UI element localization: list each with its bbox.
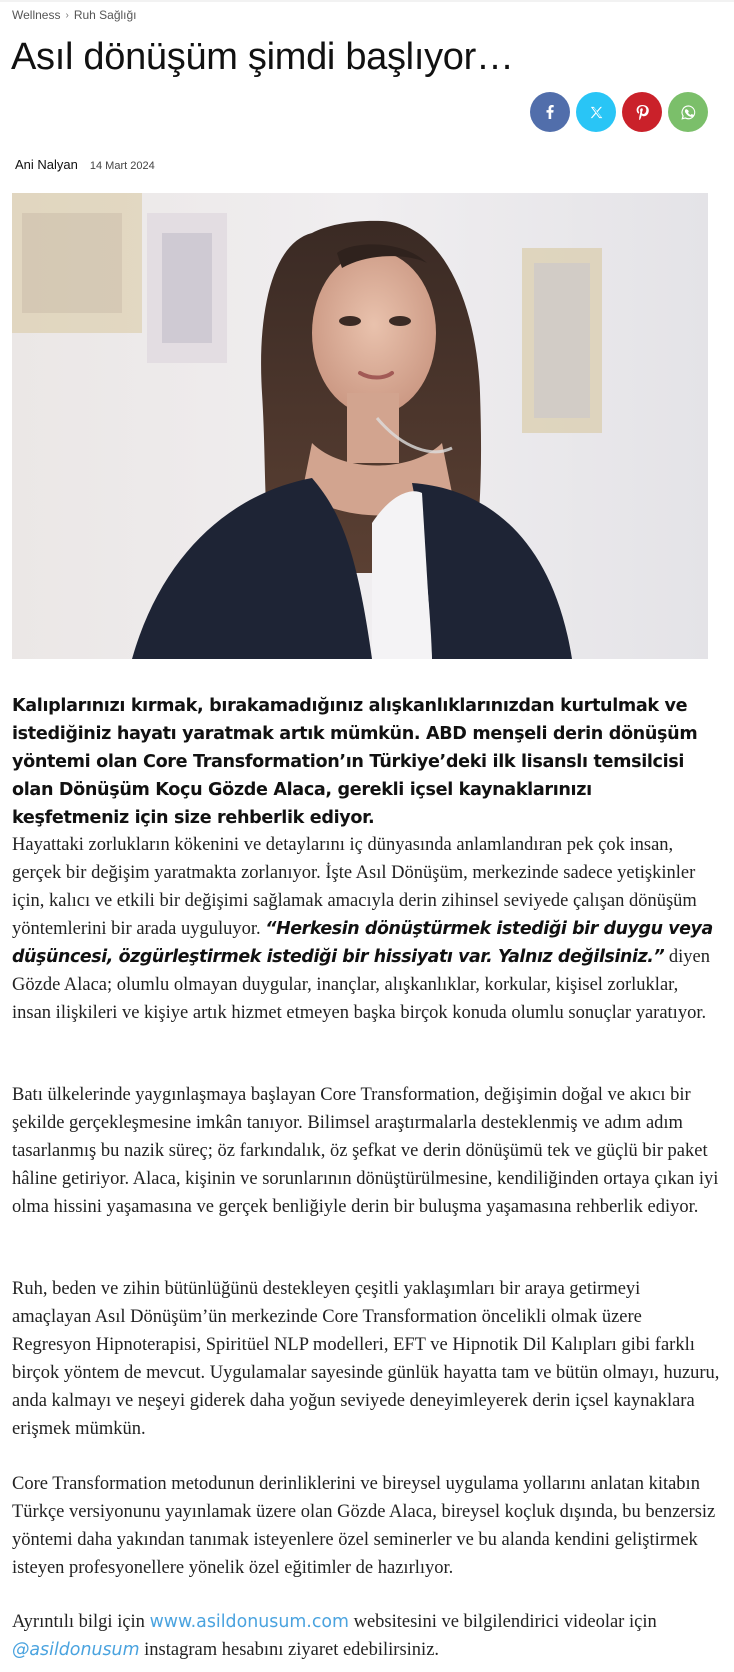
paragraph-5 <box>12 1608 720 1664</box>
article-meta <box>15 157 155 172</box>
article-lead: Kalıplarınızı kırmak, bırakamadığınız alışkanlıklarınızdan kurtulmak ve istediğiniz hayatı yaratmak artık mümkün. ABD menşeli derin dönüşüm yöntemi olan Core Transformation’ın Türkiye’deki ilk lisanslı temsilcisi olan Dönüşüm Koçu Gözde Alaca, gerekli içsel kaynaklarınızı keşfetmeniz için size rehberlik ediyor. <box>12 696 698 828</box>
breadcrumb-item-wellness[interactable]: Wellness <box>12 8 61 22</box>
hero-image <box>12 193 708 659</box>
instagram-link[interactable]: @asildonusum <box>12 1640 140 1660</box>
website-link[interactable]: www.asildonusum.com <box>149 1612 349 1632</box>
whatsapp-share-button[interactable] <box>668 92 708 132</box>
article-title: Asıl dönüşüm şimdi başlıyor… <box>11 36 514 78</box>
facebook-share-button[interactable] <box>530 92 570 132</box>
paragraph-3: Ruh, beden ve zihin bütünlüğünü destekleyen çeşitli yaklaşımları bir araya getirmeyi amaçlayan Asıl Dönüşüm’ün merkezinde Core Transformation öncelikli olmak üzere Regresyon Hipnoterapisi, Spiritüel NLP modelleri, EFT ve Hipnotik Dil Kalıpları gibi farklı birçok yöntem de mevcut. Uygulamalar sayesinde günlük hayatta tam ve bütün olmayı, huzuru, anda kalmayı ve neşeyi giderek daha yoğun seviyede deneyimleyerek derin içsel kaynaklara erişmek mümkün. <box>12 1279 720 1439</box>
top-divider <box>0 0 734 2</box>
paragraph-1 <box>12 831 720 1027</box>
pinterest-icon <box>635 104 649 120</box>
paragraph-5-end: instagram hesabını ziyaret edebilirsiniz. <box>144 1640 440 1660</box>
breadcrumb <box>12 8 137 22</box>
paragraph-5-start: Ayrıntılı bilgi için <box>12 1612 145 1632</box>
paragraph-1-end: diyen Gözde Alaca; olumlu olmayan duygular, inançlar, alışkanlıklar, korkular, kişisel zorluklar, insan ilişkileri ve kişiye artık hizmet etmeyen başka birçok konuda olumlu sonuçlar yaratıyor. <box>12 947 711 1023</box>
paragraph-5-mid: websitesini ve bilgilendirici videolar için <box>353 1612 657 1632</box>
paragraph-4: Core Transformation metodunun derinliklerini ve bireysel uygulama yollarını anlatan kitabın Türkçe versiyonunu yayınlamak üzere olan Gözde Alaca, bireysel koçluk dışında, bu benzersiz yöntemi daha yakından tanımak isteyenlere özel seminerler ve bu alanda kendini geliştirmek isteyen profesyonellere yönelik özel eğitimler de hazırlıyor. <box>12 1474 716 1578</box>
facebook-icon <box>542 104 558 120</box>
author-name[interactable]: Ani Nalyan <box>15 157 78 172</box>
portrait-photo <box>12 193 708 659</box>
breadcrumb-separator-icon: › <box>65 9 69 21</box>
breadcrumb-item-ruh-sagligi[interactable]: Ruh Sağlığı <box>73 8 137 22</box>
pinterest-share-button[interactable] <box>622 92 662 132</box>
x-twitter-icon <box>589 105 604 120</box>
paragraph-1-text: Hayattaki zorlukların kökenini ve detaylarını iç dünyasında anlamlandıran pek çok insan, gerçek bir değişim yaratmakta zorlanıyor. İşte Asıl Dönüşüm, merkezinde sadece yetişkinler için, kalıcı ve etkili bir değişimi sağlamak amacıyla derin zihinsel seviyede çalışan dönüşüm yöntemlerini bir arada uyguluyor. <box>12 835 697 939</box>
publish-date: 14 Mart 2024 <box>89 160 155 172</box>
x-share-button[interactable] <box>576 92 616 132</box>
quote-text: “Herkesin dönüştürmek istediği bir duygu veya düşüncesi, özgürleştirmek istediği bir hissiyatı var. Yalnız değilsiniz.” <box>12 919 713 967</box>
share-buttons <box>530 92 708 132</box>
paragraph-2: Batı ülkelerinde yaygınlaşmaya başlayan Core Transformation, değişimin doğal ve akıcı bir şekilde gerçekleşmesine imkân tanıyor. Bilimsel araştırmalarla desteklenmiş ve adım adım tasarlanmış bu nazik süreç; öz farkındalık, öz şefkat ve derin dönüşümü tek ve güçlü bir paket hâline getiriyor. Alaca, kişinin ve sorunlarının dönüştürülmesine, kendiliğinden ortaya çıkan iyi olma hissini yaşamasına ve gerçek benliğiyle derin bir buluşma yaşamasına rehberlik ediyor. <box>12 1085 719 1217</box>
whatsapp-icon <box>680 104 697 121</box>
